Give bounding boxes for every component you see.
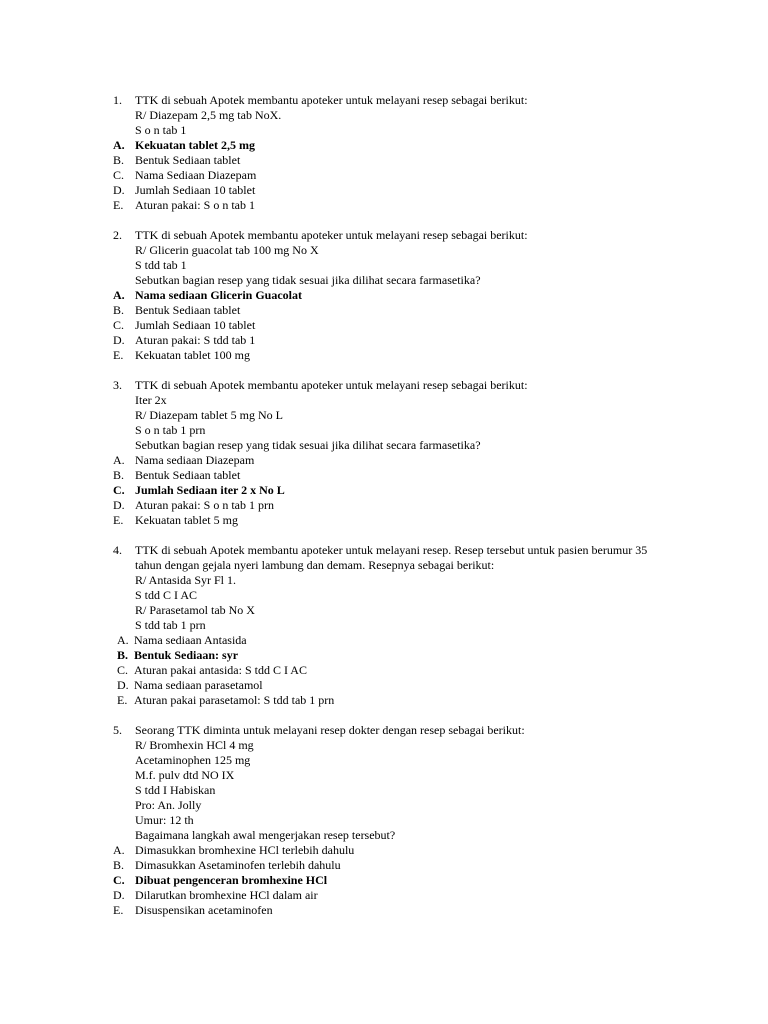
option-letter: A. <box>113 138 125 152</box>
answer-option <box>0 318 768 333</box>
answer-option <box>0 453 768 468</box>
question-stem-text: M.f. pulv dtd NO IX <box>135 768 235 782</box>
answer-option <box>0 693 768 708</box>
question-stem-line <box>0 108 768 123</box>
question-3 <box>0 378 768 528</box>
question-stem-text: R/ Parasetamol tab No X <box>135 603 255 617</box>
option-letter: B. <box>113 303 125 317</box>
question-stem-text: Sebutkan bagian resep yang tidak sesuai jika dilihat secara farmasetika? <box>135 273 481 287</box>
question-stem-line <box>0 228 768 243</box>
option-text: Jumlah Sediaan iter 2 x No L <box>135 483 285 497</box>
option-letter: C. <box>117 663 129 677</box>
question-number: 5. <box>113 723 122 737</box>
option-text: Dimasukkan Asetaminofen terlebih dahulu <box>135 858 341 872</box>
answer-option <box>0 678 768 693</box>
question-stem-text: Umur: 12 th <box>135 813 194 827</box>
option-letter: C. <box>113 168 125 182</box>
answer-option <box>0 483 768 498</box>
question-stem-text: S tdd tab 1 <box>135 258 187 272</box>
question-number: 4. <box>113 543 122 557</box>
answer-option <box>0 153 768 168</box>
question-stem-line <box>0 813 768 828</box>
option-text: Bentuk Sediaan tablet <box>135 303 241 317</box>
option-letter: D. <box>113 183 125 197</box>
question-stem-line <box>0 408 768 423</box>
question-stem-line <box>0 573 768 588</box>
question-stem-line <box>0 738 768 753</box>
question-stem-text: Sebutkan bagian resep yang tidak sesuai jika dilihat secara farmasetika? <box>135 438 481 452</box>
question-stem-line <box>0 123 768 138</box>
option-text: Aturan pakai: S tdd tab 1 <box>135 333 256 347</box>
question-stem-line <box>0 258 768 273</box>
option-text: Nama Sediaan Diazepam <box>135 168 257 182</box>
option-text: Jumlah Sediaan 10 tablet <box>135 318 256 332</box>
option-text: Dibuat pengenceran bromhexine HCl <box>135 873 328 887</box>
option-letter: C. <box>113 483 125 497</box>
option-letter: C. <box>113 873 125 887</box>
option-letter: E. <box>117 693 128 707</box>
option-letter: D. <box>113 333 125 347</box>
question-stem-line <box>0 798 768 813</box>
answer-option <box>0 633 768 648</box>
question-stem-text: R/ Bromhexin HCl 4 mg <box>135 738 254 752</box>
question-number: 1. <box>113 93 122 107</box>
question-stem-line <box>0 723 768 738</box>
question-stem-line <box>0 438 768 453</box>
option-letter: B. <box>113 153 125 167</box>
option-text: Kekuatan tablet 5 mg <box>135 513 238 527</box>
question-stem-text: S o n tab 1 <box>135 123 187 137</box>
question-stem-text: tahun dengan gejala nyeri lambung dan demam. Resepnya sebagai berikut: <box>135 558 495 572</box>
answer-option <box>0 888 768 903</box>
option-text: Aturan pakai antasida: S tdd C I AC <box>134 663 307 677</box>
question-stem-line <box>0 243 768 258</box>
answer-option <box>0 873 768 888</box>
option-letter: C. <box>113 318 125 332</box>
question-stem-text: S tdd C I AC <box>135 588 198 602</box>
option-letter: B. <box>113 468 125 482</box>
question-stem-text: Seorang TTK diminta untuk melayani resep dokter dengan resep sebagai berikut: <box>135 723 525 737</box>
option-text: Kekuatan tablet 2,5 mg <box>135 138 255 152</box>
option-letter: A. <box>113 843 125 857</box>
answer-option <box>0 903 768 918</box>
question-stem-text: S tdd tab 1 prn <box>135 618 206 632</box>
answer-option <box>0 468 768 483</box>
option-text: Dilarutkan bromhexine HCl dalam air <box>135 888 318 902</box>
option-text: Aturan pakai: S o n tab 1 prn <box>135 498 274 512</box>
question-stem-line <box>0 768 768 783</box>
question-stem-text: Pro: An. Jolly <box>135 798 202 812</box>
question-stem-text: TTK di sebuah Apotek membantu apoteker untuk melayani resep sebagai berikut: <box>135 93 528 107</box>
question-stem-line <box>0 393 768 408</box>
question-stem-line <box>0 273 768 288</box>
option-letter: B. <box>117 648 129 662</box>
question-stem-text: R/ Diazepam tablet 5 mg No L <box>135 408 283 422</box>
option-text: Aturan pakai parasetamol: S tdd tab 1 prn <box>134 693 335 707</box>
option-letter: A. <box>113 288 125 302</box>
option-text: Nama sediaan Diazepam <box>135 453 255 467</box>
option-text: Aturan pakai: S o n tab 1 <box>135 198 255 212</box>
answer-option <box>0 138 768 153</box>
question-stem-line <box>0 588 768 603</box>
question-stem-text: Acetaminophen 125 mg <box>135 753 251 767</box>
option-text: Bentuk Sediaan tablet <box>135 468 241 482</box>
option-text: Disuspensikan acetaminofen <box>135 903 273 917</box>
question-stem-text: Iter 2x <box>135 393 167 407</box>
question-stem-text: TTK di sebuah Apotek membantu apoteker untuk melayani resep sebagai berikut: <box>135 378 528 392</box>
answer-option <box>0 498 768 513</box>
question-stem-text: TTK di sebuah Apotek membantu apoteker untuk melayani resep. Resep tersebut untuk pasien berumur 35 <box>135 543 648 557</box>
answer-option <box>0 513 768 528</box>
question-stem-line <box>0 753 768 768</box>
question-stem-text: Bagaimana langkah awal mengerjakan resep tersebut? <box>135 828 396 842</box>
answer-option <box>0 198 768 213</box>
option-letter: D. <box>113 498 125 512</box>
option-text: Nama sediaan Glicerin Guacolat <box>135 288 302 302</box>
answer-option <box>0 288 768 303</box>
option-letter: E. <box>113 348 124 362</box>
question-stem-text: R/ Glicerin guacolat tab 100 mg No X <box>135 243 319 257</box>
option-letter: B. <box>113 858 125 872</box>
answer-option <box>0 843 768 858</box>
answer-option <box>0 858 768 873</box>
option-text: Bentuk Sediaan: syr <box>134 648 239 662</box>
answer-option <box>0 168 768 183</box>
question-2 <box>0 228 768 363</box>
question-stem-line <box>0 603 768 618</box>
answer-option <box>0 648 768 663</box>
question-1 <box>0 93 768 213</box>
question-number: 2. <box>113 228 122 242</box>
option-text: Kekuatan tablet 100 mg <box>135 348 250 362</box>
option-text: Dimasukkan bromhexine HCl terlebih dahulu <box>135 843 355 857</box>
question-4 <box>0 543 768 708</box>
question-stem-line <box>0 783 768 798</box>
question-stem-text: S tdd I Habiskan <box>135 783 216 797</box>
question-stem-line <box>0 543 768 558</box>
question-stem-text: TTK di sebuah Apotek membantu apoteker untuk melayani resep sebagai berikut: <box>135 228 528 242</box>
question-stem-line <box>0 93 768 108</box>
question-stem-line <box>0 423 768 438</box>
option-letter: A. <box>117 633 129 647</box>
answer-option <box>0 333 768 348</box>
question-stem-text: R/ Antasida Syr Fl 1. <box>135 573 237 587</box>
question-stem-line <box>0 618 768 633</box>
option-text: Nama sediaan Antasida <box>134 633 247 647</box>
option-text: Nama sediaan parasetamol <box>134 678 263 692</box>
answer-option <box>0 303 768 318</box>
answer-option <box>0 663 768 678</box>
question-stem-text: S o n tab 1 prn <box>135 423 206 437</box>
option-letter: D. <box>117 678 129 692</box>
question-stem-line <box>0 378 768 393</box>
option-text: Jumlah Sediaan 10 tablet <box>135 183 256 197</box>
question-stem-line <box>0 828 768 843</box>
answer-option <box>0 183 768 198</box>
option-letter: A. <box>113 453 125 467</box>
question-5 <box>0 723 768 918</box>
option-letter: E. <box>113 198 124 212</box>
question-stem-text: R/ Diazepam 2,5 mg tab NoX. <box>135 108 282 122</box>
option-letter: E. <box>113 513 124 527</box>
question-stem-line <box>0 558 768 573</box>
document-page <box>0 93 768 933</box>
option-letter: D. <box>113 888 125 902</box>
option-text: Bentuk Sediaan tablet <box>135 153 241 167</box>
answer-option <box>0 348 768 363</box>
option-letter: E. <box>113 903 124 917</box>
question-number: 3. <box>113 378 122 392</box>
